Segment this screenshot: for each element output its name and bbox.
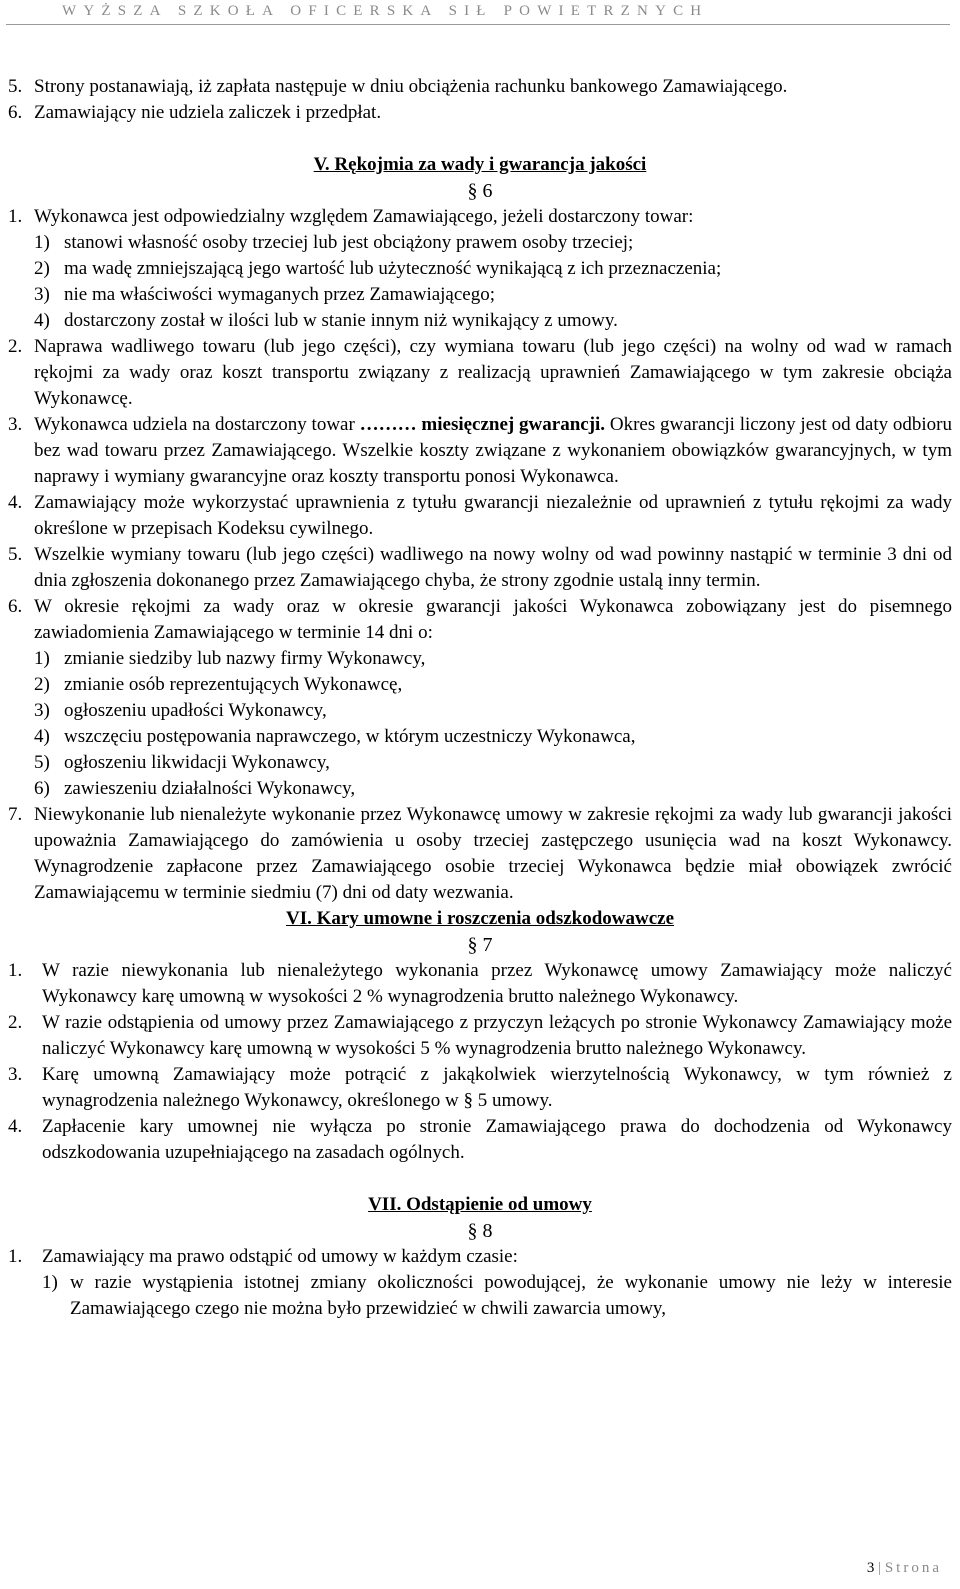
clause-text: W okresie rękojmi za wady oraz w okresie gwarancji jakości Wykonawca zobowiązany jest do pisemnego zawiadomienia Zamawiającego w terminie 14 dni o: — [34, 596, 952, 643]
penalty-clause-3 — [8, 1062, 952, 1114]
clause-text: Zapłacenie kary umownej nie wyłącza po stronie Zamawiającego prawa do dochodzenia od Wykonawcy odszkodowania uzupełniającego na zasadach ogólnych. — [42, 1116, 952, 1163]
penalty-clause-1 — [8, 958, 952, 1010]
clause-text: W razie odstąpienia od umowy przez Zamawiającego z przyczyn leżących po stronie Wykonawcy Zamawiający może naliczyć Wykonawcy karę umowną w wysokości 5 % wynagrodzenia brutto należnego Wykonawcy. — [42, 1012, 952, 1059]
item-number: 3) — [34, 700, 50, 721]
item-number: 1) — [34, 232, 50, 253]
item-number: 4) — [34, 726, 50, 747]
clause-number: 1. — [8, 206, 23, 227]
warranty-clause-2 — [8, 334, 952, 412]
clause-text: Zamawiający ma prawo odstąpić od umowy w każdym czasie: — [42, 1246, 518, 1267]
section-title-warranty: V. Rękojmia za wady i gwarancja jakości — [313, 154, 647, 175]
penalty-clause-4 — [8, 1114, 952, 1166]
paragraph-mark-6: § 6 — [467, 180, 493, 202]
list-item — [8, 646, 952, 672]
spacer — [8, 1166, 952, 1192]
item-text: wszczęciu postępowania naprawczego, w którym uczestniczy Wykonawca, — [64, 726, 636, 747]
item-text: zawieszeniu działalności Wykonawcy, — [64, 778, 356, 799]
list-item — [8, 308, 952, 334]
item-number: 4) — [34, 310, 50, 331]
list-item — [8, 256, 952, 282]
payment-clause-6 — [8, 100, 952, 126]
warranty-clause-4 — [8, 490, 952, 542]
item-number: 1) — [42, 1272, 58, 1293]
item-text: dostarczony został w ilości lub w stanie innym niż wynikający z umowy. — [64, 310, 618, 331]
clause-number: 2. — [8, 336, 23, 357]
clause-number: 7. — [8, 804, 23, 825]
clause-text: W razie niewykonania lub nienależytego wykonania przez Wykonawcę umowy Zamawiający może naliczyć Wykonawcy karę umowną w wysokości 2 % wynagrodzenia brutto należnego Wykonawcy. — [42, 960, 952, 1007]
list-item — [8, 724, 952, 750]
clause-number: 3. — [8, 1064, 23, 1085]
item-text: nie ma właściwości wymaganych przez Zamawiającego; — [64, 284, 496, 305]
withdrawal-clause-1 — [8, 1244, 952, 1270]
clause-text: Wykonawca udziela na dostarczony towar — [34, 414, 355, 435]
clause-number: 4. — [8, 492, 23, 513]
clause-text: Zamawiający może wykorzystać uprawnienia z tytułu gwarancji niezależnie od uprawnień z tytułu rękojmi za wady określone w przepisach Kodeksu cywilnego. — [34, 492, 952, 539]
clause-text: Naprawa wadliwego towaru (lub jego części), czy wymiana towaru (lub jego części) na wolny od wad w ramach rękojmi za wady oraz koszt transportu związany z realizacją uprawnień Zamawiającego w tym zakresie obciąża Wykonawcę. — [34, 336, 952, 409]
item-text: w razie wystąpienia istotnej zmiany okoliczności powodującej, że wykonanie umowy nie leży w interesie Zamawiającego czego nie można było przewidzieć w chwili zawarcia umowy, — [70, 1272, 952, 1319]
warranty-clause-3 — [8, 412, 952, 490]
clause-text: Wszelkie wymiany towaru (lub jego części) wadliwego na nowy wolny od wad powinny nastąpić w terminie 3 dni od dnia zgłoszenia dokonanego przez Zamawiającego chyba, że strony zgodnie ustalą inny termin. — [34, 544, 952, 591]
clause-text: Zamawiający nie udziela zaliczek i przedpłat. — [34, 102, 382, 123]
list-item — [8, 1270, 952, 1322]
clause-number: 5. — [8, 544, 23, 565]
page-footer — [867, 1560, 942, 1577]
clause-number: 6. — [8, 102, 23, 123]
spacer — [8, 126, 952, 152]
clause-text: Niewykonanie lub nienależyte wykonanie przez Wykonawcę umowy w zakresie rękojmi za wady lub gwarancji jakości upoważnia Zamawiającego do zamówienia u osoby trzeciej zastępczego usunięcia wad na koszt Wykonawcy. Wynagrodzenie zapłacone przez Zamawiającego osobie trzeciej Wykonawca będzie miał obowiązek zwrócić Zamawiającemu w terminie siedmiu (7) dni od daty wezwania. — [34, 804, 952, 903]
penalty-clause-2 — [8, 1010, 952, 1062]
item-number: 5) — [34, 752, 50, 773]
clause-number: 1. — [8, 1246, 23, 1267]
item-text: ogłoszeniu upadłości Wykonawcy, — [64, 700, 327, 721]
clause-number: 4. — [8, 1116, 23, 1137]
list-item — [8, 750, 952, 776]
payment-clause-5 — [8, 74, 952, 100]
warranty-clause-5 — [8, 542, 952, 594]
list-item — [8, 282, 952, 308]
item-number: 6) — [34, 778, 50, 799]
clause-number: 2. — [8, 1012, 23, 1033]
header-title: WYŻSZA SZKOŁA OFICERSKA SIŁ POWIETRZNYCH — [62, 3, 709, 19]
page-label: Strona — [884, 1560, 942, 1576]
paragraph-mark-8: § 8 — [467, 1220, 493, 1242]
list-item — [8, 776, 952, 802]
list-item — [8, 230, 952, 256]
item-number: 3) — [34, 284, 50, 305]
item-number: 2) — [34, 258, 50, 279]
clause-text: Okres gwarancji liczony jest od daty odbioru bez wad towaru przez Zamawiającego. Wszelkie koszty związane z wykonaniem obowiązków gwarancyjnych, w tym naprawy i wymiany gwarancyjne oraz koszty transportu ponosi Wykonawca. — [34, 414, 953, 487]
item-text: zmianie siedziby lub nazwy firmy Wykonawcy, — [64, 648, 426, 669]
section-title-withdrawal: VII. Odstąpienie od umowy — [368, 1194, 592, 1215]
section-title-penalties: VI. Kary umowne i roszczenia odszkodowawcze — [285, 908, 675, 929]
warranty-period: ……… miesięcznej gwarancji. — [359, 414, 606, 435]
clause-text: Karę umowną Zamawiający może potrącić z jakąkolwiek wierzytelnością Wykonawcy, w tym również z wynagrodzenia należnego Wykonawcy, określonego w § 5 umowy. — [42, 1064, 952, 1111]
page-number: 3 — [866, 1560, 875, 1576]
clause-text: Wykonawca jest odpowiedzialny względem Zamawiającego, jeżeli dostarczony towar: — [34, 206, 694, 227]
footer-separator: | — [878, 1560, 882, 1576]
warranty-clause-1 — [8, 204, 952, 230]
item-text: stanowi własność osoby trzeciej lub jest obciążony prawem osoby trzeciej; — [64, 232, 634, 253]
page-header — [0, 0, 960, 30]
clause-number: 5. — [8, 76, 23, 97]
clause-number: 6. — [8, 596, 23, 617]
list-item — [8, 698, 952, 724]
item-number: 2) — [34, 674, 50, 695]
item-text: ogłoszeniu likwidacji Wykonawcy, — [64, 752, 330, 773]
clause-number: 1. — [8, 960, 23, 981]
warranty-clause-6 — [8, 594, 952, 646]
paragraph-mark-7: § 7 — [467, 934, 493, 956]
item-text: zmianie osób reprezentujących Wykonawcę, — [64, 674, 403, 695]
clause-number: 3. — [8, 414, 23, 435]
clause-text: Strony postanawiają, iż zapłata następuje w dniu obciążenia rachunku bankowego Zamawiającego. — [34, 76, 788, 97]
item-number: 1) — [34, 648, 50, 669]
document-body — [8, 74, 952, 1322]
list-item — [8, 672, 952, 698]
warranty-clause-7 — [8, 802, 952, 906]
header-divider — [6, 24, 950, 25]
item-text: ma wadę zmniejszającą jego wartość lub użyteczność wynikającą z ich przeznaczenia; — [64, 258, 722, 279]
